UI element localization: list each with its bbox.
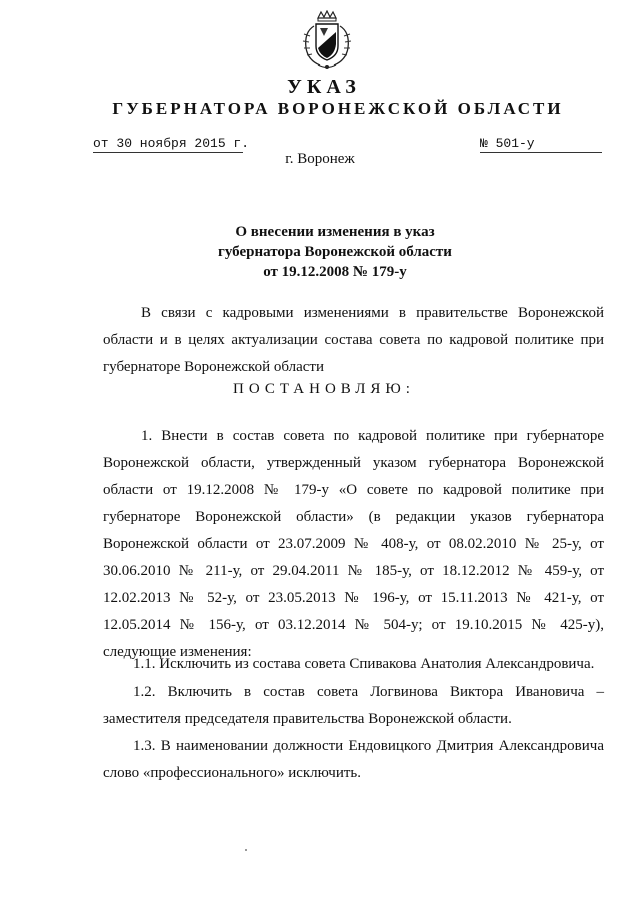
subject-line-2: губернатора Воронежской области [218,244,452,260]
city: г. Воронеж [285,151,355,167]
document-subtitle: ГУБЕРНАТОРА ВОРОНЕЖСКОЙ ОБЛАСТИ [112,99,564,118]
document-title: УКАЗ [287,76,361,98]
subject-line-3: от 19.12.2008 № 179-у [263,264,407,280]
decree-heading: ПОСТАНОВЛЯЮ: [233,381,415,397]
item-1-3: 1.3. В наименовании должности Ендовицкого Дмитрия Александровича слово «профессионального» исключить. [103,738,604,781]
item-1-1: 1.1. Исключить из состава совета Спивакова Анатолия Александровича. [133,656,595,672]
intro-paragraph: В связи с кадровыми изменениями в правительстве Воронежской области и в целях актуализации состава совета по кадровой политике при губернаторе Воронежской области [103,305,604,375]
item-1-2: 1.2. Включить в состав совета Логвинова Виктора Ивановича – заместителя председателя правительства Воронежской области. [103,684,604,727]
coat-of-arms-icon [298,10,356,72]
decree-subject [0,222,640,282]
decree-number: № 501-у [480,136,535,151]
scan-speck [245,849,247,851]
subject-line-1: О внесении изменения в указ [235,224,435,240]
point-1-paragraph: 1. Внести в состав совета по кадровой политике при губернаторе Воронежской области, утвержденный указом губернатора Воронежской области от 19.12.2008 № 179-у «О совете по кадровой политике при губернаторе Воронежской области» (в редакции указов губернатора Воронежской области от 23.07.2009 № 408-у, от 08.02.2010 № 25-у, от 30.06.2010 № 211-у, от 29.04.2011 № 185-у, от 18.12.2012 № 459-у, от 12.02.2013 № 52-у, от 23.05.2013 № 196-у, от 15.11.2013 № 421-у, от 12.05.2014 № 156-у, от 03.12.2014 № 504-у; от 19.10.2015 № 425-у), следующие изменения: [103,428,604,660]
decree-date: от 30 ноября 2015 г. [93,136,250,151]
